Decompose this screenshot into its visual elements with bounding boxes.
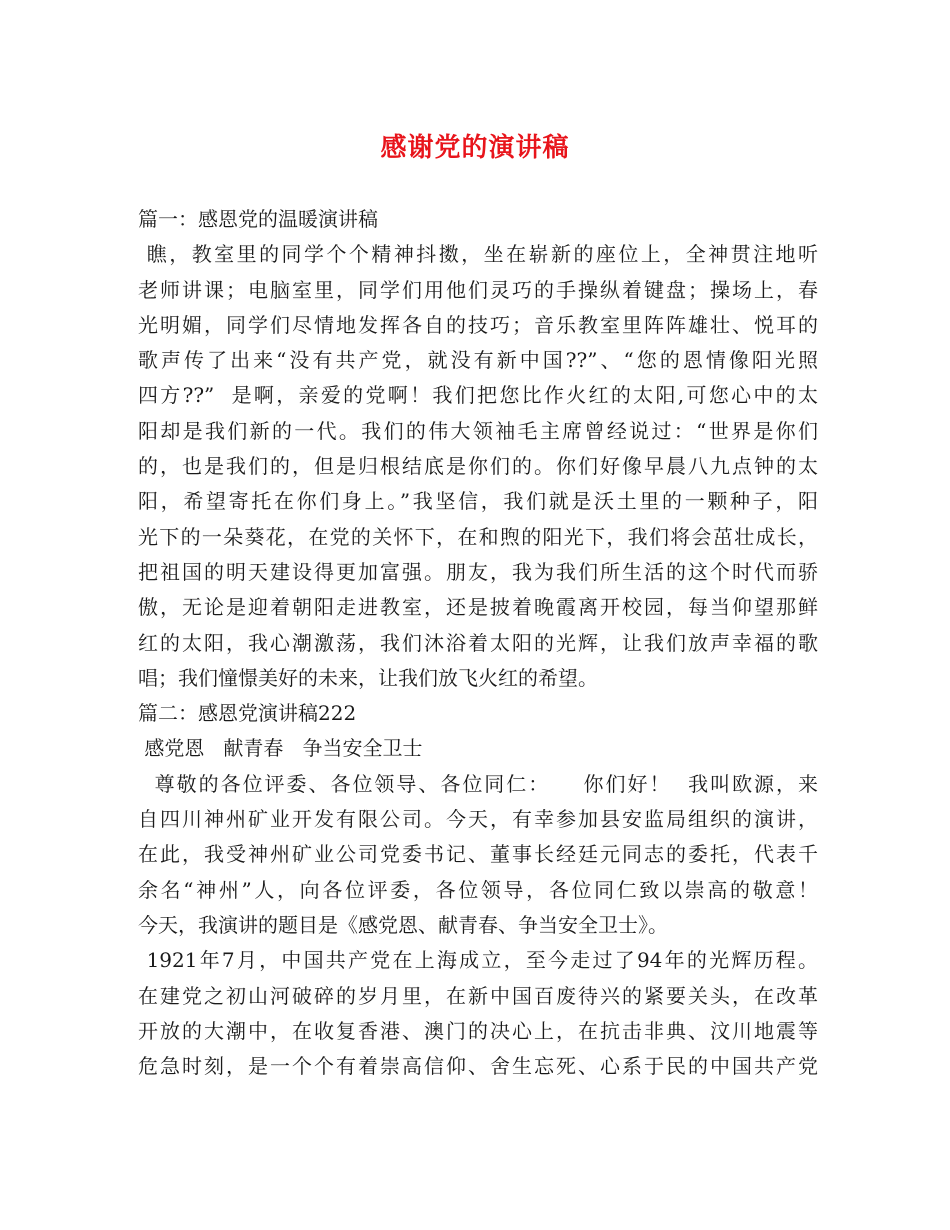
text-line: 危急时刻，是一个个有着崇高信仰、舍生忘死、心系于民的中国共产党 bbox=[138, 1054, 818, 1079]
text-line: 在建党之初山河破碎的岁月里，在新中国百废待兴的紧要关头，在改革 bbox=[138, 983, 818, 1008]
text-line: 阳却是我们新的一代。我们的伟大领袖毛主席曾经说过：“世界是你们 bbox=[138, 418, 818, 443]
text-line: 歌声传了出来“没有共产党，就没有新中国??”、“您的恩情像阳光照 bbox=[138, 348, 818, 373]
text-line: 红的太阳，我心潮激荡，我们沐浴着太阳的光辉，让我们放声幸福的歌 bbox=[138, 630, 818, 655]
text-line: 在此，我受神州矿业公司党委书记、董事长经廷元同志的委托，代表千 bbox=[138, 842, 818, 867]
text-line: 阳，希望寄托在你们身上。”我坚信，我们就是沃土里的一颗种子，阳 bbox=[138, 489, 818, 514]
text-line: 光明媚，同学们尽情地发挥各自的技巧；音乐教室里阵阵雄壮、悦耳的 bbox=[138, 312, 818, 337]
text-line: 自四川神州矿业开发有限公司。今天，有幸参加县安监局组织的演讲， bbox=[138, 807, 818, 832]
text-line: 1921年7月，中国共产党在上海成立，至今走过了94年的光辉历程。 bbox=[138, 948, 818, 973]
text-line: 老师讲课；电脑室里，同学们用他们灵巧的手操纵着键盘；操场上，春 bbox=[138, 277, 818, 302]
text-line: 的，也是我们的，但是归根结底是你们的。你们好像早晨八九点钟的太 bbox=[138, 454, 818, 479]
text-line: 感党恩 献青春 争当安全卫士 bbox=[138, 736, 423, 761]
text-line: 篇一：感恩党的温暖演讲稿 bbox=[138, 207, 378, 231]
document-title: 感谢党的演讲稿 bbox=[380, 133, 570, 163]
text-line: 余名“神州”人，向各位评委，各位领导，各位同仁致以崇高的敬意！ bbox=[138, 877, 818, 902]
text-line: 瞧，教室里的同学个个精神抖擞，坐在崭新的座位上，全神贯注地听 bbox=[138, 242, 818, 267]
text-line: 把祖国的明天建设得更加富强。朋友，我为我们所生活的这个时代而骄 bbox=[138, 559, 818, 584]
text-line: 今天，我演讲的题目是《感党恩、献青春、争当安全卫士》。 bbox=[138, 912, 668, 937]
text-line: 篇二：感恩党演讲稿222 bbox=[138, 701, 357, 726]
text-line: 唱；我们憧憬美好的未来，让我们放飞火红的希望。 bbox=[138, 665, 598, 690]
text-line: 光下的一朵葵花，在党的关怀下，在和煦的阳光下，我们将会茁壮成长， bbox=[138, 524, 818, 549]
text-line: 开放的大潮中，在收复香港、澳门的决心上，在抗击非典、汶川地震等 bbox=[138, 1018, 818, 1043]
text-line: 尊敬的各位评委、各位领导、各位同仁： 你们好！ 我叫欧源，来 bbox=[138, 771, 818, 796]
document-body bbox=[138, 202, 818, 1084]
text-line: 四方??” 是啊，亲爱的党啊！我们把您比作火红的太阳,可您心中的太 bbox=[138, 383, 818, 408]
text-line: 傲，无论是迎着朝阳走进教室，还是披着晚霞离开校园，每当仰望那鲜 bbox=[138, 595, 818, 620]
